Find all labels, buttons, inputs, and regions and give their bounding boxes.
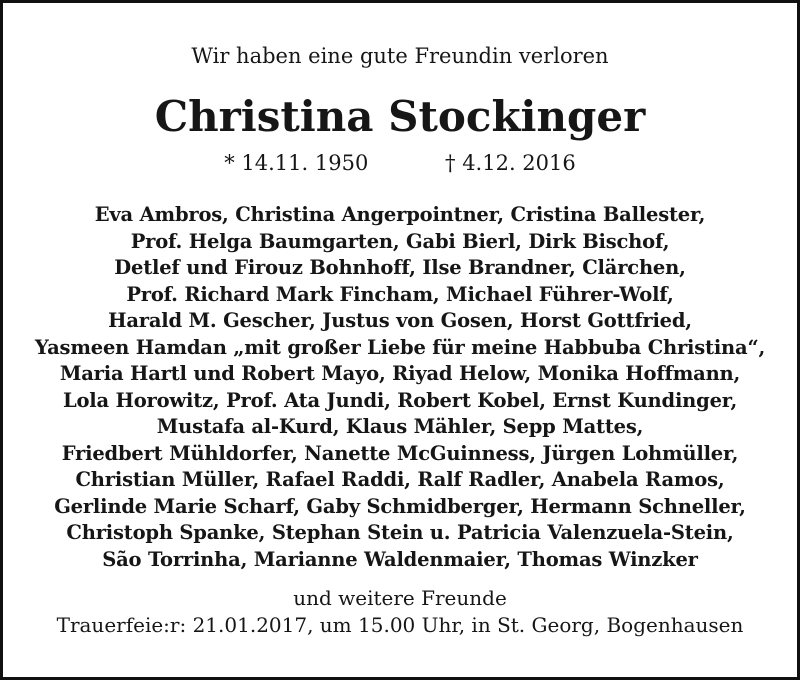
mourner-line: Harald M. Gescher, Justus von Gosen, Horst Gottfried, bbox=[108, 309, 692, 332]
mourner-line: Prof. Richard Mark Fincham, Michael Führer-Wolf, bbox=[126, 282, 674, 306]
death-date: † 4.12. 2016 bbox=[445, 151, 576, 175]
closing-line: und weitere Freunde bbox=[293, 586, 507, 610]
birth-date: * 14.11. 1950 bbox=[224, 151, 369, 175]
mourner-line: Maria Hartl und Robert Mayo, Riyad Helow, Monika Hoffmann, bbox=[59, 362, 741, 385]
mourner-line: Christoph Spanke, Stephan Stein u. Patricia Valenzuela-Stein, bbox=[66, 521, 734, 544]
mourner-line: São Torrinha, Marianne Waldenmaier, Thomas Winzker bbox=[102, 547, 698, 571]
deceased-name: Christina Stockinger bbox=[154, 92, 646, 141]
mourner-line: Gerlinde Marie Scharf, Gaby Schmidberger, Hermann Schneller, bbox=[54, 494, 746, 518]
mourner-line: Detlef und Firouz Bohnhoff, Ilse Brandner, Clärchen, bbox=[114, 256, 686, 279]
intro-line: Wir haben eine gute Freundin verloren bbox=[191, 44, 609, 68]
mourner-line: Friedbert Mühldorfer, Nanette McGuinness, Jürgen Lohmüller, bbox=[61, 441, 739, 465]
mourner-line: Yasmeen Hamdan „mit großer Liebe für meine Habbuba Christina“, bbox=[34, 335, 766, 359]
mourner-line: Christian Müller, Rafael Raddi, Ralf Radler, Anabela Ramos, bbox=[75, 468, 725, 491]
mourners-list bbox=[3, 202, 797, 573]
mourner-line: Lola Horowitz, Prof. Ata Jundi, Robert Kobel, Ernst Kundinger, bbox=[62, 388, 738, 412]
mourner-line: Mustafa al-Kurd, Klaus Mähler, Sepp Mattes, bbox=[156, 415, 644, 438]
life-dates bbox=[3, 150, 797, 176]
mourner-line: Prof. Helga Baumgarten, Gabi Bierl, Dirk Bischof, bbox=[130, 229, 670, 253]
mourner-line: Eva Ambros, Christina Angerpointner, Cristina Ballester, bbox=[94, 203, 706, 226]
funeral-service-line: Trauerfeie:r: 21.01.2017, um 15.00 Uhr, in St. Georg, Bogenhausen bbox=[56, 613, 744, 637]
